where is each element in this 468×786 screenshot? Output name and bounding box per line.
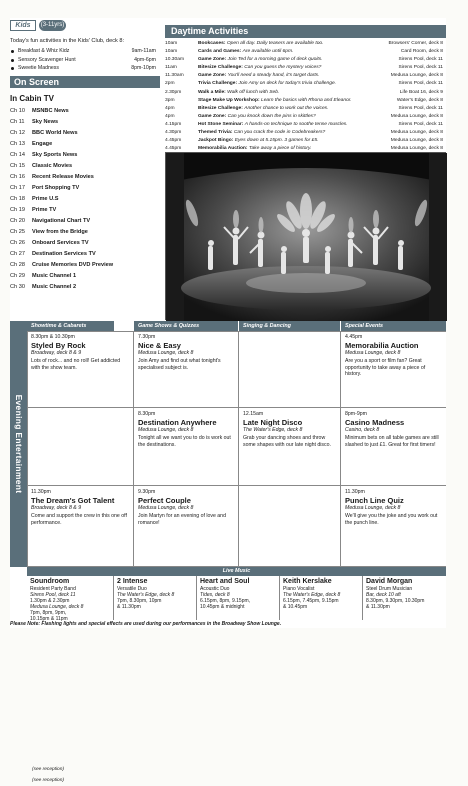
- activity-text: [198, 89, 279, 97]
- daytime-item: [165, 97, 446, 105]
- activity-description: Open all day. Daily teasers are available too.: [226, 41, 324, 46]
- channel-number: Ch 18: [10, 196, 25, 202]
- channel-name: BBC World News: [32, 130, 78, 136]
- act-venue: Tides, deck 8: [200, 592, 230, 598]
- act-name: David Morgan: [366, 578, 413, 585]
- activity-time: 4.45pm: [165, 138, 182, 144]
- bullet-icon: [11, 67, 14, 70]
- activity-description: Take away a piece of history.: [248, 146, 312, 152]
- evening-entertainment: [10, 321, 446, 567]
- channel-item: [10, 150, 163, 161]
- event-cell: [239, 408, 341, 486]
- channel-item: [10, 271, 163, 282]
- event-cell-empty: [239, 486, 341, 567]
- act-venue: The Water's Edge, deck 8: [283, 592, 341, 598]
- act-name: 2 Intense: [117, 578, 148, 585]
- act-times: 7pm, 8.30pm, 10pm: [117, 598, 162, 604]
- activity-location: Medusa Lounge, deck 8: [390, 138, 443, 144]
- daytime-item: [165, 105, 446, 113]
- channel-item: [10, 282, 163, 293]
- kids-club-title: Today's fun activities in the Kids' Club, deck 8:: [10, 38, 125, 44]
- daytime-item: [165, 40, 446, 48]
- live-music: [27, 567, 446, 622]
- event-time: 4.45pm: [345, 334, 363, 340]
- activity-text: [198, 56, 323, 64]
- channel-name: Cruise Memories DVD Preview: [32, 262, 114, 268]
- activity-time: 11.30am: [165, 73, 184, 79]
- live-music-act: [280, 576, 363, 620]
- event-venue: Broadway, deck 8 & 9: [31, 504, 82, 511]
- channel-name: Onboard Services TV: [32, 240, 89, 246]
- activity-location: Life Boat 16, deck 9: [399, 89, 443, 95]
- bullet-icon: [11, 59, 14, 62]
- activity-time: 4.15pm: [165, 121, 182, 127]
- live-music-heading: Live Music: [27, 567, 446, 576]
- channel-item: [10, 260, 163, 271]
- channel-name: Destination Services TV: [32, 251, 96, 257]
- channel-item: [10, 117, 163, 128]
- channel-item: [10, 194, 163, 205]
- channel-number: Ch 19: [10, 207, 25, 213]
- list-item: [10, 47, 156, 56]
- activity-location: Browsers' Corner, deck 8: [388, 41, 443, 46]
- act-type: Piano Vocalist: [283, 586, 315, 592]
- daytime-item: [165, 56, 446, 64]
- activity-location: Medusa Lounge, deck 8: [390, 146, 443, 152]
- kids-club-list: [10, 47, 156, 73]
- activity-text: [198, 113, 316, 121]
- channel-item: [10, 128, 163, 139]
- act-type: Resident Party Band: [30, 586, 76, 592]
- act-times: & 11.30pm: [117, 604, 141, 610]
- activity-text: [198, 97, 352, 105]
- event-cell-empty: [27, 408, 134, 486]
- header-singing-dancing: Singing & Dancing: [239, 321, 340, 331]
- activity-location: Sirens Pool, deck 11: [398, 57, 443, 63]
- event-title: Casino Madness: [345, 417, 405, 427]
- activity-title: Stage Make Up Workshop:: [198, 97, 260, 103]
- event-title: Late Night Disco: [243, 417, 303, 427]
- channel-number: Ch 17: [10, 185, 25, 191]
- activity-text: [198, 137, 318, 145]
- channel-name: Music Channel 2: [32, 284, 77, 290]
- event-venue: Medusa Lounge, deck 8: [345, 504, 401, 511]
- event-venue: The Water's Edge, deck 8: [243, 426, 303, 433]
- kids-activity-time: 8pm-10pm: [131, 65, 156, 71]
- channel-name: MSNBC News: [32, 108, 69, 114]
- daytime-item: [165, 113, 446, 121]
- activity-time: 2pm: [165, 81, 175, 87]
- activity-text: [198, 129, 325, 137]
- event-cell: [341, 408, 446, 486]
- header-game-shows-quizzes: Game Shows & Quizzes: [134, 321, 238, 331]
- event-cell: [341, 486, 446, 567]
- in-cabin-tv-heading: In Cabin TV: [10, 94, 54, 103]
- channel-number: Ch 20: [10, 218, 25, 224]
- event-title: Perfect Couple: [138, 495, 191, 505]
- act-times: 10.15pm & 11pm: [30, 616, 68, 622]
- event-description: Come and support the crew in this one off performance.: [31, 513, 127, 526]
- event-time: 8.30pm & 10.30pm: [31, 334, 75, 340]
- activity-title: Themed Trivia:: [198, 130, 233, 136]
- act-times: 6.15pm, 8pm, 9.15pm,: [200, 598, 251, 604]
- activity-description: Can you crack the code in Codebreakers?: [233, 130, 326, 136]
- daytime-item: [165, 129, 446, 137]
- activity-title: Game Zone:: [198, 57, 227, 63]
- activity-location: Card Room, deck 8: [400, 49, 443, 55]
- event-description: Minimum bets on all table games are still slashed to just £1. Great for first timers!: [345, 435, 439, 448]
- kids-activity-name: Sweetie Madness: [18, 65, 59, 71]
- activity-time: 10am: [165, 49, 178, 55]
- daytime-item: [165, 89, 446, 97]
- activity-text: [198, 121, 348, 129]
- event-description: Are you a sport or film fan? Great opportunity to take away a piece of history.: [345, 358, 426, 377]
- activity-text: [198, 40, 324, 48]
- activity-time: 4.45pm: [165, 146, 182, 152]
- daytime-item: [165, 80, 446, 88]
- event-title: Styled By Rock: [31, 340, 86, 350]
- activity-text: [198, 72, 319, 80]
- bullet-icon: [11, 50, 14, 53]
- live-music-act: [114, 576, 197, 620]
- event-description: Lots of rock... and no roll! Get addicted with the show team.: [31, 358, 121, 371]
- act-venue: Sirens Pool, deck 11: [30, 592, 76, 598]
- daytime-activities: [165, 25, 446, 161]
- channel-name: Music Channel 1: [32, 273, 77, 279]
- channel-number: Ch 12: [10, 130, 25, 136]
- event-cell: [27, 486, 134, 567]
- footer-note: Please Note: Flashing lights and special effects are used during our performances in the Broadway Show Lounge.: [10, 621, 282, 627]
- activity-text: [198, 48, 293, 56]
- activity-time: 4pm: [165, 105, 175, 111]
- stage-performance-photo: [165, 152, 446, 320]
- event-description: Join Amy and find out what tonight's specialised subject is.: [138, 358, 221, 371]
- activity-title: Bookcases:: [198, 41, 226, 46]
- activity-time: 2.30pm: [165, 89, 182, 95]
- act-name: Keith Kerslake: [283, 578, 332, 585]
- activity-title: Game Zone:: [198, 73, 227, 79]
- activity-description: A hands-on technique to soothe tense muscles.: [244, 121, 348, 127]
- kids-activity-time: 9am-11am: [131, 48, 156, 54]
- act-times: & 10.45pm: [283, 604, 308, 610]
- daytime-item: [165, 48, 446, 56]
- act-times: 10.45pm & midnight: [200, 604, 245, 610]
- event-time: 8.30pm: [138, 411, 156, 417]
- activity-description: Join Ted for a morning game of deck quoits.: [227, 57, 323, 63]
- activity-description: Learn the basics with Rhona and Eleanor.: [260, 97, 352, 103]
- event-cell: [134, 486, 239, 567]
- event-time: 9.30pm: [138, 489, 156, 495]
- kids-activity-name: Sensory Scavenger Hunt: [18, 56, 76, 63]
- activity-location: Sirens Pool, deck 11: [398, 65, 443, 71]
- live-music-act: [197, 576, 280, 620]
- channel-item: [10, 216, 163, 227]
- event-venue: Broadway, deck 8 & 9: [31, 349, 82, 356]
- activity-time: 4pm: [165, 113, 175, 119]
- event-venue: Medusa Lounge, deck 8: [138, 426, 194, 433]
- channel-note: (see reception): [32, 767, 64, 772]
- channel-name: Recent Release Movies (see reception): [32, 172, 94, 183]
- daytime-item: [165, 72, 446, 80]
- activity-text: [198, 105, 328, 113]
- event-description: Grab your dancing shoes and throw some shapes with our late night disco.: [243, 435, 331, 448]
- act-name: Soundroom: [30, 578, 70, 585]
- event-time: 8pm-9pm: [345, 411, 367, 417]
- activity-title: Trivia Challenge:: [198, 81, 238, 87]
- channel-number: Ch 16: [10, 174, 25, 180]
- kids-club-logo: Kids: [10, 20, 36, 31]
- event-cell: [27, 331, 134, 408]
- event-time: 7.30pm: [138, 334, 156, 340]
- channel-number: Ch 29: [10, 273, 25, 279]
- activity-text: [198, 80, 336, 88]
- activity-title: Walk a Mile:: [198, 89, 226, 95]
- act-name: Heart and Soul: [200, 578, 250, 585]
- activity-description: Are available until 6pm.: [242, 49, 294, 55]
- event-time: 11.30pm: [31, 489, 51, 495]
- event-title: The Dream's Got Talent: [31, 495, 115, 505]
- daytime-heading: Daytime Activities: [165, 25, 446, 38]
- activity-description: Eyes down at 5.15pm. 3 games for £5.: [234, 138, 319, 144]
- activity-title: Bitesize Challenge:: [198, 65, 243, 71]
- evening-entertainment-label: Evening Entertainment: [10, 321, 27, 567]
- age-range-badge: (3-11yrs): [39, 20, 66, 31]
- event-venue: Casino, deck 8: [345, 426, 380, 433]
- event-time: 11.30pm: [345, 489, 365, 495]
- channel-number: Ch 15: [10, 163, 25, 169]
- event-cell-empty: [239, 331, 341, 408]
- channel-number: Ch 27: [10, 251, 25, 257]
- daytime-item: [165, 137, 446, 145]
- header-showtime-cabarets: Showtime & Cabarets: [27, 321, 114, 331]
- activity-title: Game Zone:: [198, 113, 227, 119]
- channel-item: [10, 139, 163, 150]
- event-title: Destination Anywhere: [138, 417, 217, 427]
- daily-programme-page: [10, 18, 446, 783]
- activity-title: Bitesize Challenge:: [198, 105, 243, 111]
- daytime-item: [165, 121, 446, 129]
- event-title: Memorabilia Auction: [345, 340, 419, 350]
- activity-time: 3pm: [165, 97, 175, 103]
- activity-time: 10am: [165, 41, 178, 46]
- activity-description: Join Amy on deck for today's trivia challenge.: [238, 81, 337, 87]
- channel-item: [10, 227, 163, 238]
- channel-number: Ch 14: [10, 152, 25, 158]
- act-venue: Medusa Lounge, deck 8: [30, 604, 84, 610]
- kids-activity-name: Breakfast & Whiz Kidz: [18, 48, 70, 54]
- channel-number: Ch 10: [10, 108, 25, 114]
- event-cell: [134, 331, 239, 408]
- channel-item: [10, 249, 163, 260]
- activity-title: Jackpot Bingo:: [198, 138, 234, 144]
- activity-location: Medusa Lounge, deck 8: [390, 113, 443, 119]
- list-item: [10, 56, 156, 65]
- act-venue: The Water's Edge, deck 8: [117, 592, 175, 598]
- act-type: Versatile Duo: [117, 586, 147, 592]
- activity-description: Another chance to work out the voices.: [244, 105, 329, 111]
- activity-text: [198, 64, 321, 72]
- activity-title: Cards and Games:: [198, 49, 242, 55]
- activity-time: 11am: [165, 65, 177, 71]
- activity-description: Walk off lunch with Seb.: [227, 89, 280, 95]
- event-title: Nice & Easy: [138, 340, 181, 350]
- channel-number: Ch 30: [10, 284, 25, 290]
- activity-location: Sirens Pool, deck 11: [398, 121, 443, 127]
- event-time: 12.15am: [243, 411, 264, 417]
- event-title: Punch Line Quiz: [345, 495, 404, 505]
- event-venue: Medusa Lounge, deck 8: [345, 349, 401, 356]
- channel-name: Classic Movies (see reception): [32, 161, 72, 172]
- act-times: 1.30pm & 2.30pm: [30, 598, 70, 604]
- list-item: [10, 64, 156, 73]
- channel-number: Ch 13: [10, 141, 25, 147]
- activity-time: 10.30am: [165, 57, 185, 63]
- channel-note: (see reception): [32, 778, 64, 783]
- channel-number: Ch 28: [10, 262, 25, 268]
- act-times: & 11.30pm: [366, 604, 390, 610]
- channel-item: [10, 106, 163, 117]
- event-cell: [341, 331, 446, 408]
- act-times: 6.15pm, 7.45pm, 9.15pm: [283, 598, 339, 604]
- channel-number: Ch 26: [10, 240, 25, 246]
- activity-location: Medusa Lounge, deck 8: [390, 130, 443, 136]
- event-description: We'll give you the joke and you work out the punch line.: [345, 513, 438, 526]
- kids-club-logo-row: [10, 18, 110, 34]
- activity-title: Hot Stone Seminar:: [198, 121, 244, 127]
- channel-item: [10, 238, 163, 249]
- header-special-events: Special Events: [341, 321, 446, 331]
- on-screen-heading: On Screen: [10, 76, 160, 88]
- event-description: Tonight all we want you to do is work out the destinations.: [138, 435, 231, 448]
- activity-location: Medusa Lounge, deck 8: [390, 73, 443, 79]
- kids-activity-time: 4pm-6pm: [134, 56, 156, 63]
- channel-name: Sky Sports News: [32, 152, 78, 158]
- act-venue: Bar, deck 10 aft: [366, 592, 401, 598]
- event-description: Join Martyn for an evening of love and romance!: [138, 513, 226, 526]
- activity-description: Can you guess the mystery voices?: [244, 65, 322, 71]
- channel-name: Navigational Chart TV: [32, 218, 91, 224]
- activity-location: Sirens Pool, deck 11: [398, 81, 443, 87]
- activity-location: Water's Edge, deck 8: [396, 97, 443, 103]
- event-cell: [134, 408, 239, 486]
- activity-title: Memorabilia Auction:: [198, 146, 248, 152]
- live-music-act: [363, 576, 446, 620]
- channel-item: [10, 183, 163, 194]
- daytime-list: [165, 40, 446, 161]
- live-music-act: [27, 576, 114, 620]
- act-type: Steel Drum Musician: [366, 586, 413, 592]
- channel-name: Sky News: [32, 119, 59, 125]
- channel-name: View from the Bridge: [32, 229, 88, 235]
- activity-description: You'll need a steady hand, it's target darts.: [227, 73, 320, 79]
- channel-name: Engage: [32, 141, 53, 147]
- event-venue: Medusa Lounge, deck 8: [138, 504, 194, 511]
- channel-number: Ch 25: [10, 229, 25, 235]
- act-type: Acoustic Duo: [200, 586, 230, 592]
- event-venue: Medusa Lounge, deck 8: [138, 349, 194, 356]
- act-times: 8.30pm, 9.30pm, 10.30pm: [366, 598, 425, 604]
- channel-number: Ch 11: [10, 119, 25, 125]
- channel-name: Prime TV: [32, 207, 57, 213]
- activity-time: 4.30pm: [165, 130, 182, 136]
- channel-item: [10, 205, 163, 216]
- activity-location: Sirens Pool, deck 11: [398, 105, 443, 111]
- channel-name: Prime U.S: [32, 196, 59, 202]
- act-times: 7pm, 8pm, 9pm,: [30, 610, 67, 616]
- daytime-item: [165, 64, 446, 72]
- channel-name: Port Shopping TV: [32, 185, 80, 191]
- activity-description: Can you knock down the pins in skittles?: [227, 113, 316, 119]
